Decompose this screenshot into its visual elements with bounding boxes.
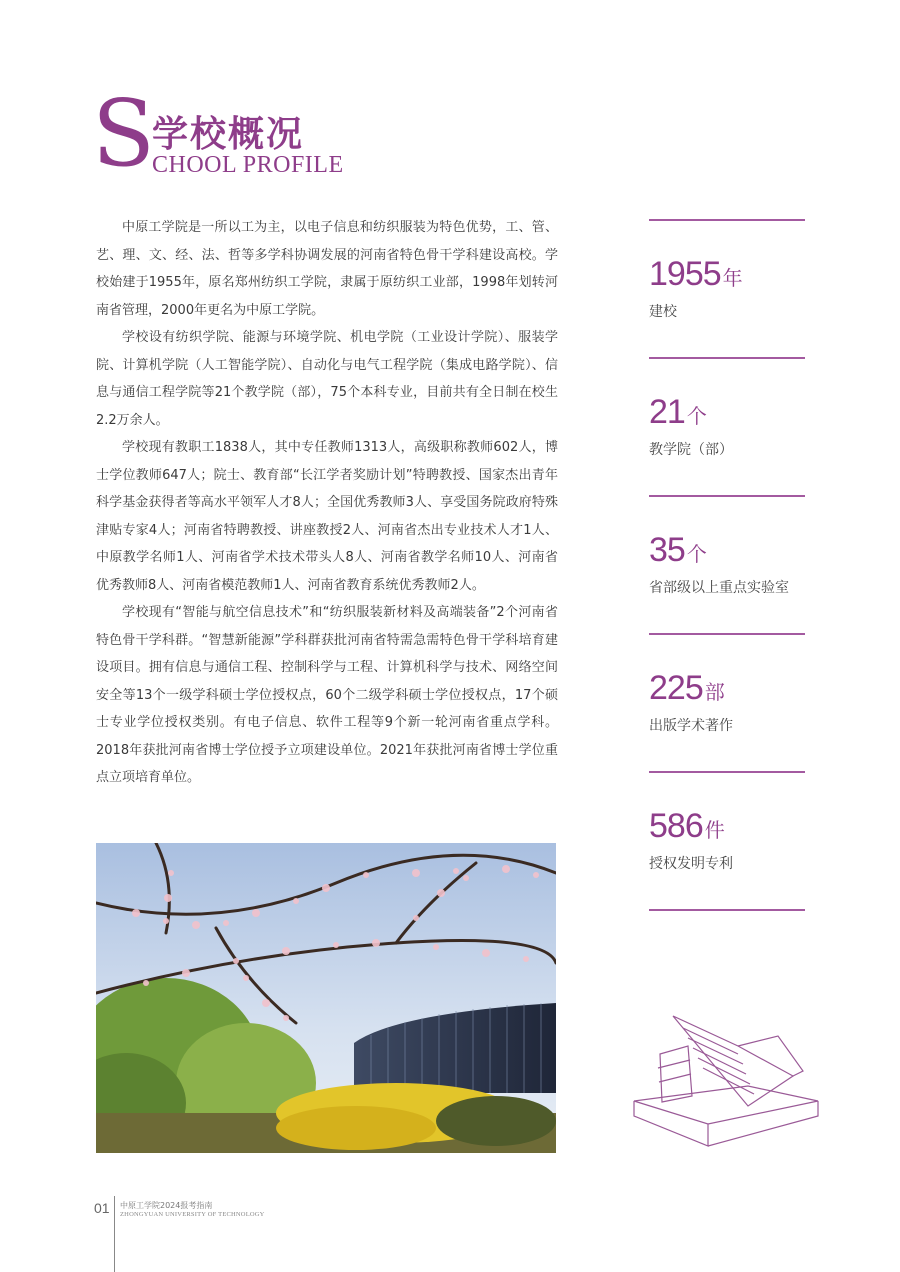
page-number: 01 [94, 1200, 110, 1216]
stat-unit: 年 [722, 266, 743, 290]
page-title: 学校概况 [152, 114, 305, 155]
stat-number: 225 [649, 669, 703, 707]
footer-title: 中原工学院2024报考指南 [120, 1201, 213, 1210]
stat-patents [649, 773, 805, 909]
stat-label: 出版学术著作 [649, 718, 733, 734]
stat-number: 35 [649, 531, 685, 569]
stat-number: 1955 [649, 255, 721, 293]
stat-founded [649, 221, 805, 357]
profile-text [96, 214, 558, 792]
stat-label: 建校 [649, 304, 677, 320]
paragraph-colleges: 学校设有纺织学院、能源与环境学院、机电学院（工业设计学院）、服装学院、计算机学院（人工智能学院）、自动化与电气工程学院（集成电路学院）、信息与通信工程学院等21个教学院（部），75个本科专业，目前共有全日制在校生2.2万余人。 [96, 330, 558, 428]
stats-column [649, 219, 805, 911]
divider [649, 909, 805, 911]
section-header [92, 80, 392, 188]
page-title-english: CHOOL PROFILE [152, 152, 344, 178]
stat-label: 授权发明专利 [649, 856, 733, 872]
stat-number: 586 [649, 807, 703, 845]
paragraph-faculty: 学校现有教职工1838人，其中专任教师1313人，高级职称教师602人，博士学位教师647人；院士、教育部“长江学者奖励计划”特聘教授、国家杰出青年科学基金获得者等高水平领军人才8人；全国优秀教师3人、享受国务院政府特殊津贴专家4人；河南省特聘教授、讲座教授2人、河南省杰出专业技术人才1人、中原教学名师1人、河南省学术技术带头人8人、河南省教学名师10人、河南省优秀教师8人、河南省模范教师1人、河南省教育系统优秀教师2人。 [96, 440, 558, 593]
stat-publications [649, 635, 805, 771]
stat-unit: 部 [704, 680, 725, 704]
footer-subtitle: ZHONGYUAN UNIVERSITY OF TECHNOLOGY [120, 1211, 265, 1218]
footer-divider [114, 1196, 115, 1272]
stat-unit: 件 [704, 818, 725, 842]
stat-label: 省部级以上重点实验室 [649, 580, 789, 596]
title-initial-letter: S [92, 80, 156, 187]
stat-number: 21 [649, 393, 685, 431]
stat-label: 教学院（部） [649, 442, 733, 458]
stat-colleges [649, 359, 805, 495]
book-illustration [628, 1006, 823, 1160]
stat-unit: 个 [686, 542, 707, 566]
paragraph-intro: 中原工学院是一所以工为主，以电子信息和纺织服装为特色优势，工、管、艺、理、文、经、法、哲等多学科协调发展的河南省特色骨干学科建设高校。学校始建于1955年，原名郑州纺织工学院，隶属于原纺织工业部，1998年划转河南省管理，2000年更名为中原工学院。 [96, 220, 558, 318]
stat-unit: 个 [686, 404, 707, 428]
paragraph-disciplines: 学校现有“智能与航空信息技术”和“纺织服装新材料及高端装备”2个河南省特色骨干学科群。“智慧新能源”学科群获批河南省特需急需特色骨干学科培育建设项目。拥有信息与通信工程、控制科学与工程、计算机科学与技术、网络空间安全等13个一级学科硕士学位授权点，60个二级学科硕士学位授权点，17个硕士专业学位授权类别。有电子信息、软件工程等9个新一轮河南省重点学科。2018年获批河南省博士学位授予立项建设单位。2021年获批河南省博士学位重点立项培育单位。 [96, 605, 558, 785]
campus-photo [96, 843, 556, 1153]
stat-labs [649, 497, 805, 633]
